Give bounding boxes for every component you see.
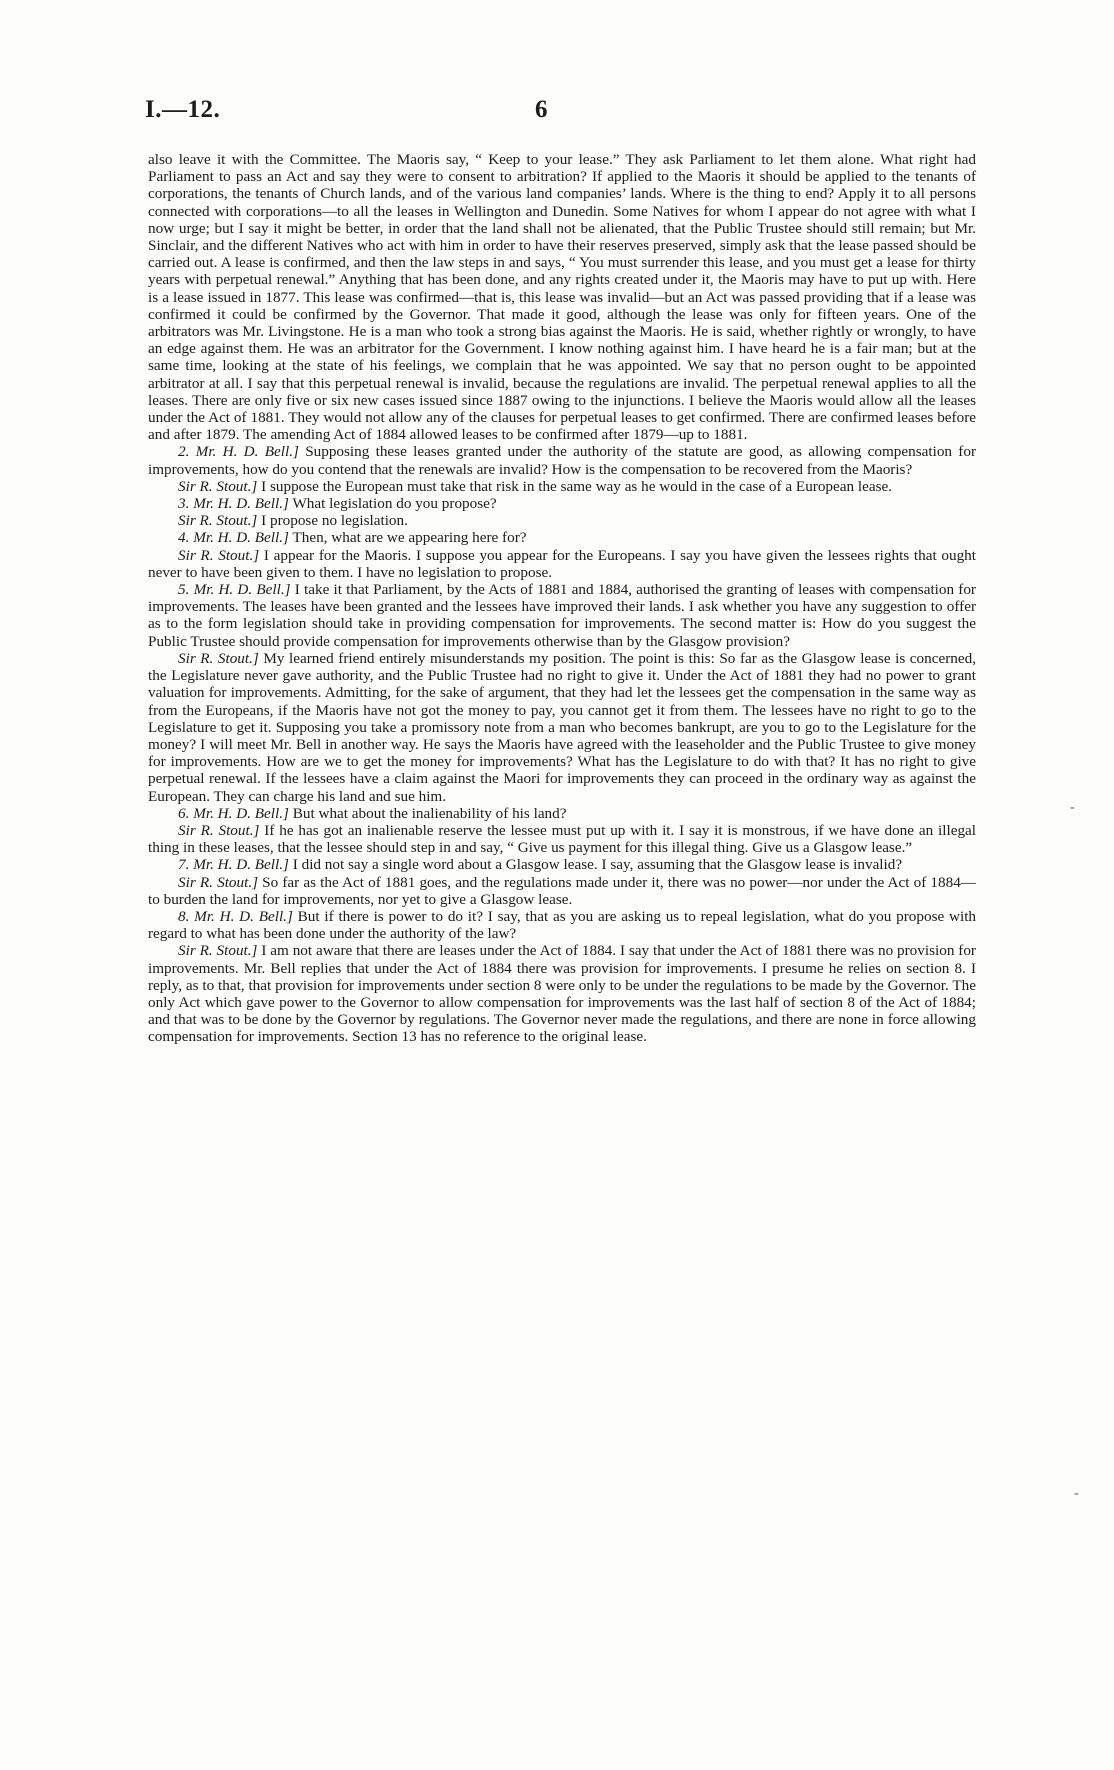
- paragraph-text: So far as the Act of 1881 goes, and the regulations made under it, there was no power—nor under the Act of 1884—to burden the land for improvements, nor yet to give a Glasgow lease.: [148, 873, 976, 908]
- paragraph: [148, 856, 976, 873]
- speaker: Sir R. Stout.]: [178, 512, 258, 530]
- paragraph-text: Supposing these leases granted under the authority of the statute are good, as allowing compensation for improvements, how do you contend that the renewals are invalid? How is the compensation to be recovered from the Maoris?: [148, 443, 976, 478]
- paragraph-text: But if there is power to do it? I say, that as you are asking us to repeal legislation, what do you propose with regard to what has been done under the authority of the law?: [148, 907, 977, 943]
- paragraph-text: What legislation do you propose?: [288, 495, 497, 513]
- page-number: 6: [535, 96, 548, 123]
- speaker: Sir R. Stout.]: [178, 942, 258, 960]
- paragraph-text: If he has got an inalienable reserve the lessee must put up with it. I say it is monstrous, if we have done an illegal thing in these leases, that the lessee should step in and say, “ Give us payment for this illegal thing. Give us a Glasgow lease.”: [148, 821, 976, 857]
- document-reference: I.—12.: [145, 96, 221, 123]
- paragraph-text: My learned friend entirely misunderstands my position. The point is this: So far as the Glasgow lease is concerned, the Legislature never gave authority, and the Public Trustee had no right to give it. Under the Act of 1881 they had no power to grant valuation for improvements. Admitting, for the sake of argument, that they had let the lessees get the compensation in the same way as from the Europeans, if the Maoris have not got the money to pay, you cannot get it from them. The lessees have no right to go to the Legislature to get it. Supposing you take a promissory note from a man who becomes bankrupt, are you to go to the Legislature for the money? I will meet Mr. Bell in another way. He says the Maoris have agreed with the leaseholder and the Public Trustee to give money for improvements. How are we to get the money for improvements? What has the Legislature to do with that? It has no right to give perpetual renewal. If the lessees have a claim against the Maori for improvements they can proceed in the ordinary way as against the European. They can charge his land and sue him.: [148, 649, 976, 805]
- margin-mark: -: [1074, 1486, 1079, 1501]
- speaker: 4. Mr. H. D. Bell.]: [178, 529, 289, 547]
- paragraph: [148, 874, 976, 908]
- paragraph: [148, 443, 976, 477]
- paragraph: [148, 512, 976, 529]
- paragraph-text: I take it that Parliament, by the Acts of 1881 and 1884, authorised the granting of leases with compensation for improvements. The leases have been granted and the lessees have improved their lands. I ask whether you have any suggestion to offer as to the form legislation should take in providing compensation for improvements. The second matter is: How do you suggest the Public Trustee should provide compensation for improvements otherwise than by the Glasgow provision?: [148, 581, 976, 650]
- speaker: 5. Mr. H. D. Bell.]: [178, 581, 291, 599]
- paragraph-text: I am not aware that there are leases under the Act of 1884. I say that under the Act of 1881 there was no provision for improvements. Mr. Bell replies that under the Act of 1884 there was provision for improvements. I presume he relies on section 8. I reply, as to that, that provision for improvements under section 8 were only to be under the regulations to be made by the Governor. The only Act which gave power to the Governor to allow compensation for improvements was the last half of section 8 of the Act of 1884; and that was to be done by the Governor by regulations. The Governor never made the regulations, and there are none in force allowing compensation for improvements. Section 13 has no reference to the original lease.: [148, 942, 976, 1046]
- paragraph-text: But what about the inalienability of his land?: [288, 804, 567, 822]
- speaker: Sir R. Stout.]: [178, 546, 260, 564]
- paragraph: [148, 581, 976, 650]
- paragraph-text: Then, what are we appearing here for?: [288, 529, 527, 547]
- paragraph-text: I appear for the Maoris. I suppose you appear for the Europeans. I say you have given the lessees rights that ought never to have been given to them. I have no legislation to propose.: [148, 546, 976, 581]
- paragraph: [148, 805, 976, 822]
- document-body: [148, 151, 976, 1046]
- paragraph-text: I suppose the European must take that risk in the same way as he would in the case of a European lease.: [257, 477, 893, 495]
- paragraph: [148, 547, 976, 581]
- speaker: Sir R. Stout.]: [178, 477, 258, 495]
- speaker: 2. Mr. H. D. Bell.]: [178, 443, 299, 461]
- page-header: [145, 96, 965, 136]
- paragraph-text: I propose no legislation.: [257, 512, 408, 530]
- speaker: Sir R. Stout.]: [178, 873, 259, 891]
- margin-mark: -: [1070, 800, 1075, 815]
- paragraph: [148, 942, 976, 1045]
- speaker: 8. Mr. H. D. Bell.]: [178, 907, 293, 925]
- paragraph: [148, 151, 976, 443]
- speaker: Sir R. Stout.]: [178, 821, 260, 839]
- paragraph-text: I did not say a single word about a Glasgow lease. I say, assuming that the Glasgow lease is invalid?: [288, 856, 903, 874]
- paragraph: [148, 495, 976, 512]
- speaker: 3. Mr. H. D. Bell.]: [178, 495, 289, 513]
- paragraph-text: also leave it with the Committee. The Maoris say, “ Keep to your lease.” They ask Parliament to let them alone. What right had Parliament to pass an Act and say they were to consent to arbitration? If applied to the Maoris it should be applied to the tenants of corporations, the tenants of Church lands, and of the various land companies’ lands. Where is the thing to end? Apply it to all persons connected with corporations—to all the leases in Wellington and Dunedin. Some Natives for whom I appear do not agree with what I now urge; but I say it might be better, in order that the land shall not be alienated, that the Public Trustee should still remain; but Mr. Sinclair, and the different Natives who act with him in order to have their reserves preserved, simply ask that the lease passed should be carried out. A lease is confirmed, and then the law steps in and says, “ You must surrender this lease, and you must get a lease for thirty years with perpetual renewal.” Anything that has been done, and any rights created under it, the Maoris may have to put up with. Here is a lease issued in 1877. This lease was confirmed—that is, this lease was invalid—but an Act was passed providing that if a lease was confirmed it could be confirmed by the Governor. That made it good, although the lease was only for fifteen years. One of the arbitrators was Mr. Livingstone. He is a man who took a strong bias against the Maoris. He is said, whether rightly or wrongly, to have an edge against them. He was an arbitrator for the Government. I know nothing against him. I have heard he is a fair man; but at the same time, looking at the state of his feelings, we complain that he was appointed. We say that no person ought to be appointed arbitrator at all. I say that this perpetual renewal is invalid, because the regulations are invalid. The perpetual renewal applies to all the leases. There are only five or six new cases issued since 1887 owing to the injunctions. I believe the Maoris would allow all the leases under the Act of 1881. They would not allow any of the clauses for perpetual leases to get confirmed. There are confirmed leases before and after 1879. The amending Act of 1884 allowed leases to be confirmed after 1879—up to 1881.: [148, 151, 976, 444]
- paragraph: [148, 908, 976, 942]
- speaker: 6. Mr. H. D. Bell.]: [178, 804, 289, 822]
- speaker: 7. Mr. H. D. Bell.]: [178, 856, 289, 874]
- paragraph: [148, 478, 976, 495]
- speaker: Sir R. Stout.]: [178, 649, 259, 667]
- paragraph: [148, 529, 976, 546]
- paragraph: [148, 650, 976, 805]
- paragraph: [148, 822, 976, 856]
